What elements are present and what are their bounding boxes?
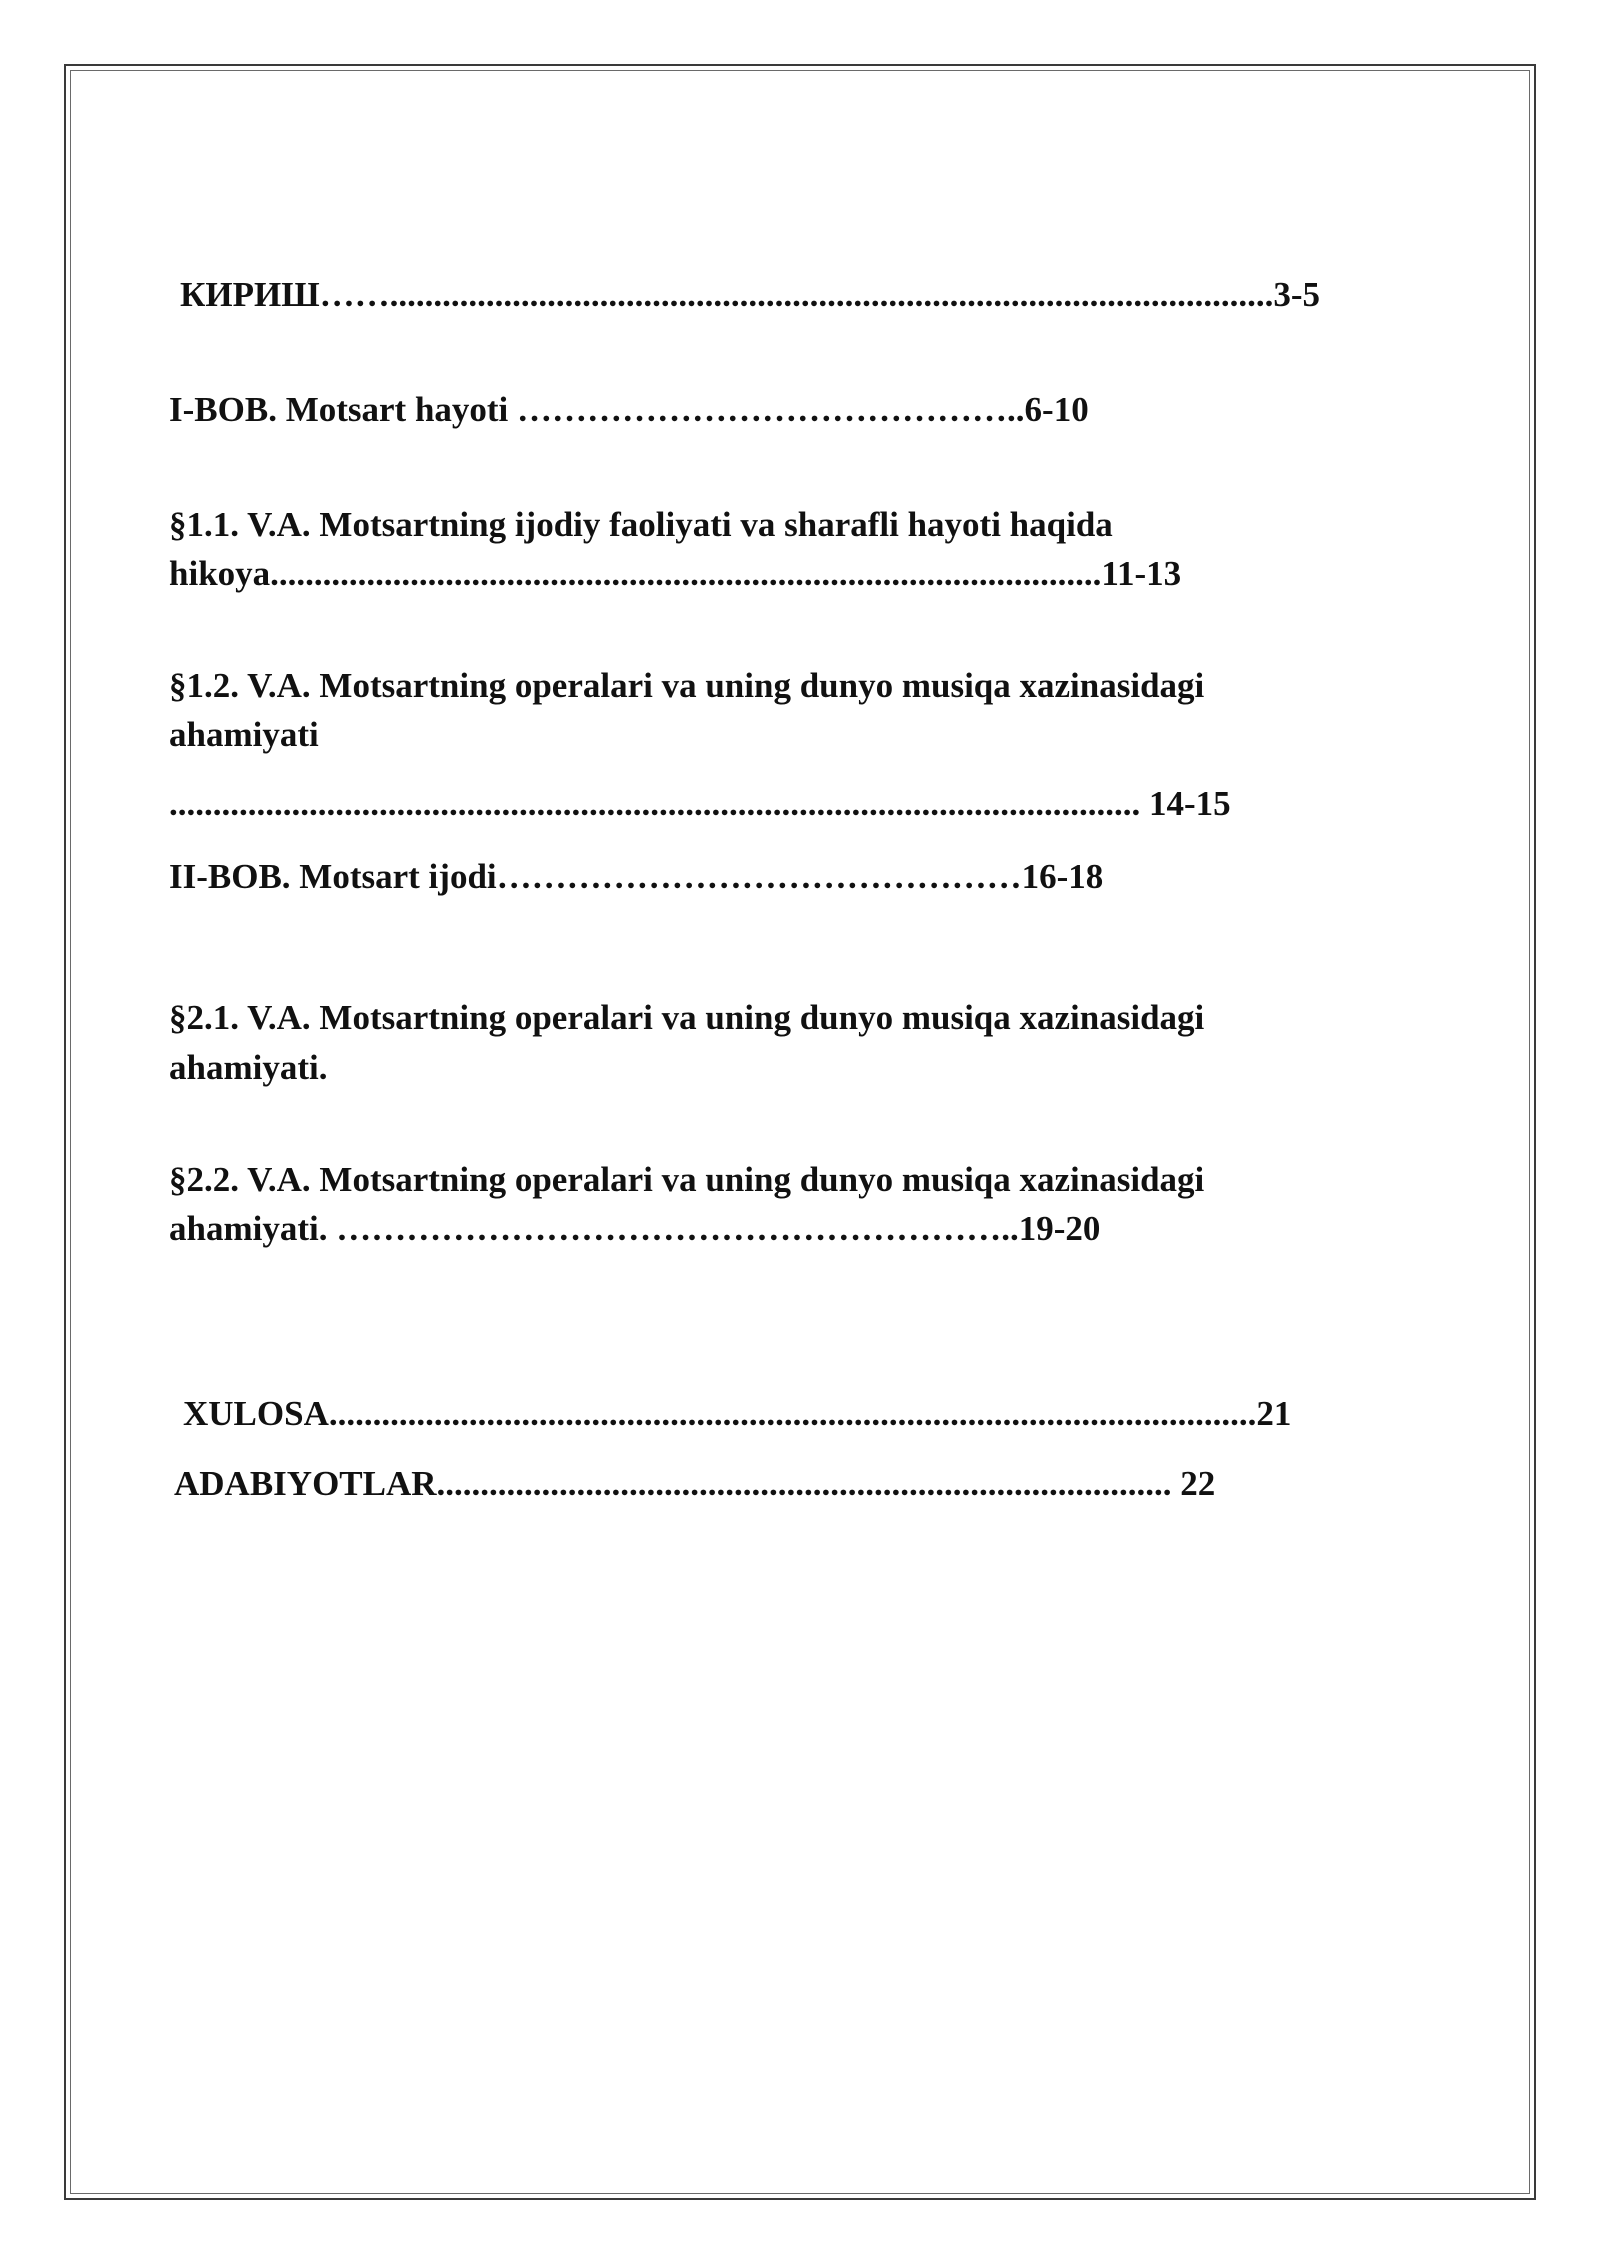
toc-entry-s22-line2: ahamiyati. …………………………………………………..19-20 — [169, 1209, 1101, 1248]
toc-entry-bob2: II-BOB. Motsart ijodi………………………………………16-18 — [169, 857, 1104, 896]
toc-entry-s11-line1: §1.1. V.A. Motsartning ijodiy faoliyati va sharafli hayoti haqida — [169, 505, 1113, 544]
toc-entry-s11-line2: hikoya...............................................................................................11-13 — [169, 554, 1182, 593]
toc-entry-s12-line3: ............................................................................................................... 14-15 — [169, 784, 1231, 823]
toc-entry-kirish: КИРИШ…….....................................................................................................3-5 — [180, 275, 1321, 314]
toc-entry-s21-line2: ahamiyati. — [169, 1048, 328, 1087]
toc-entry-s22-line1: §2.2. V.A. Motsartning operalari va uning dunyo musiqa xazinasidagi — [169, 1160, 1205, 1199]
toc-entry-adabiyotlar: ADABIYOTLAR.................................................................................... 22 — [174, 1464, 1216, 1503]
toc-entry-bob1: I-BOB. Motsart hayoti ……………………………………..6-10 — [169, 390, 1089, 429]
toc-entry-s12-line2: ahamiyati — [169, 715, 319, 754]
toc-entry-xulosa: XULOSA..........................................................................................................21 — [183, 1394, 1292, 1433]
toc-entry-s21-line1: §2.1. V.A. Motsartning operalari va uning dunyo musiqa xazinasidagi — [169, 998, 1205, 1037]
toc-entry-s12-line1: §1.2. V.A. Motsartning operalari va uning dunyo musiqa xazinasidagi — [169, 666, 1205, 705]
